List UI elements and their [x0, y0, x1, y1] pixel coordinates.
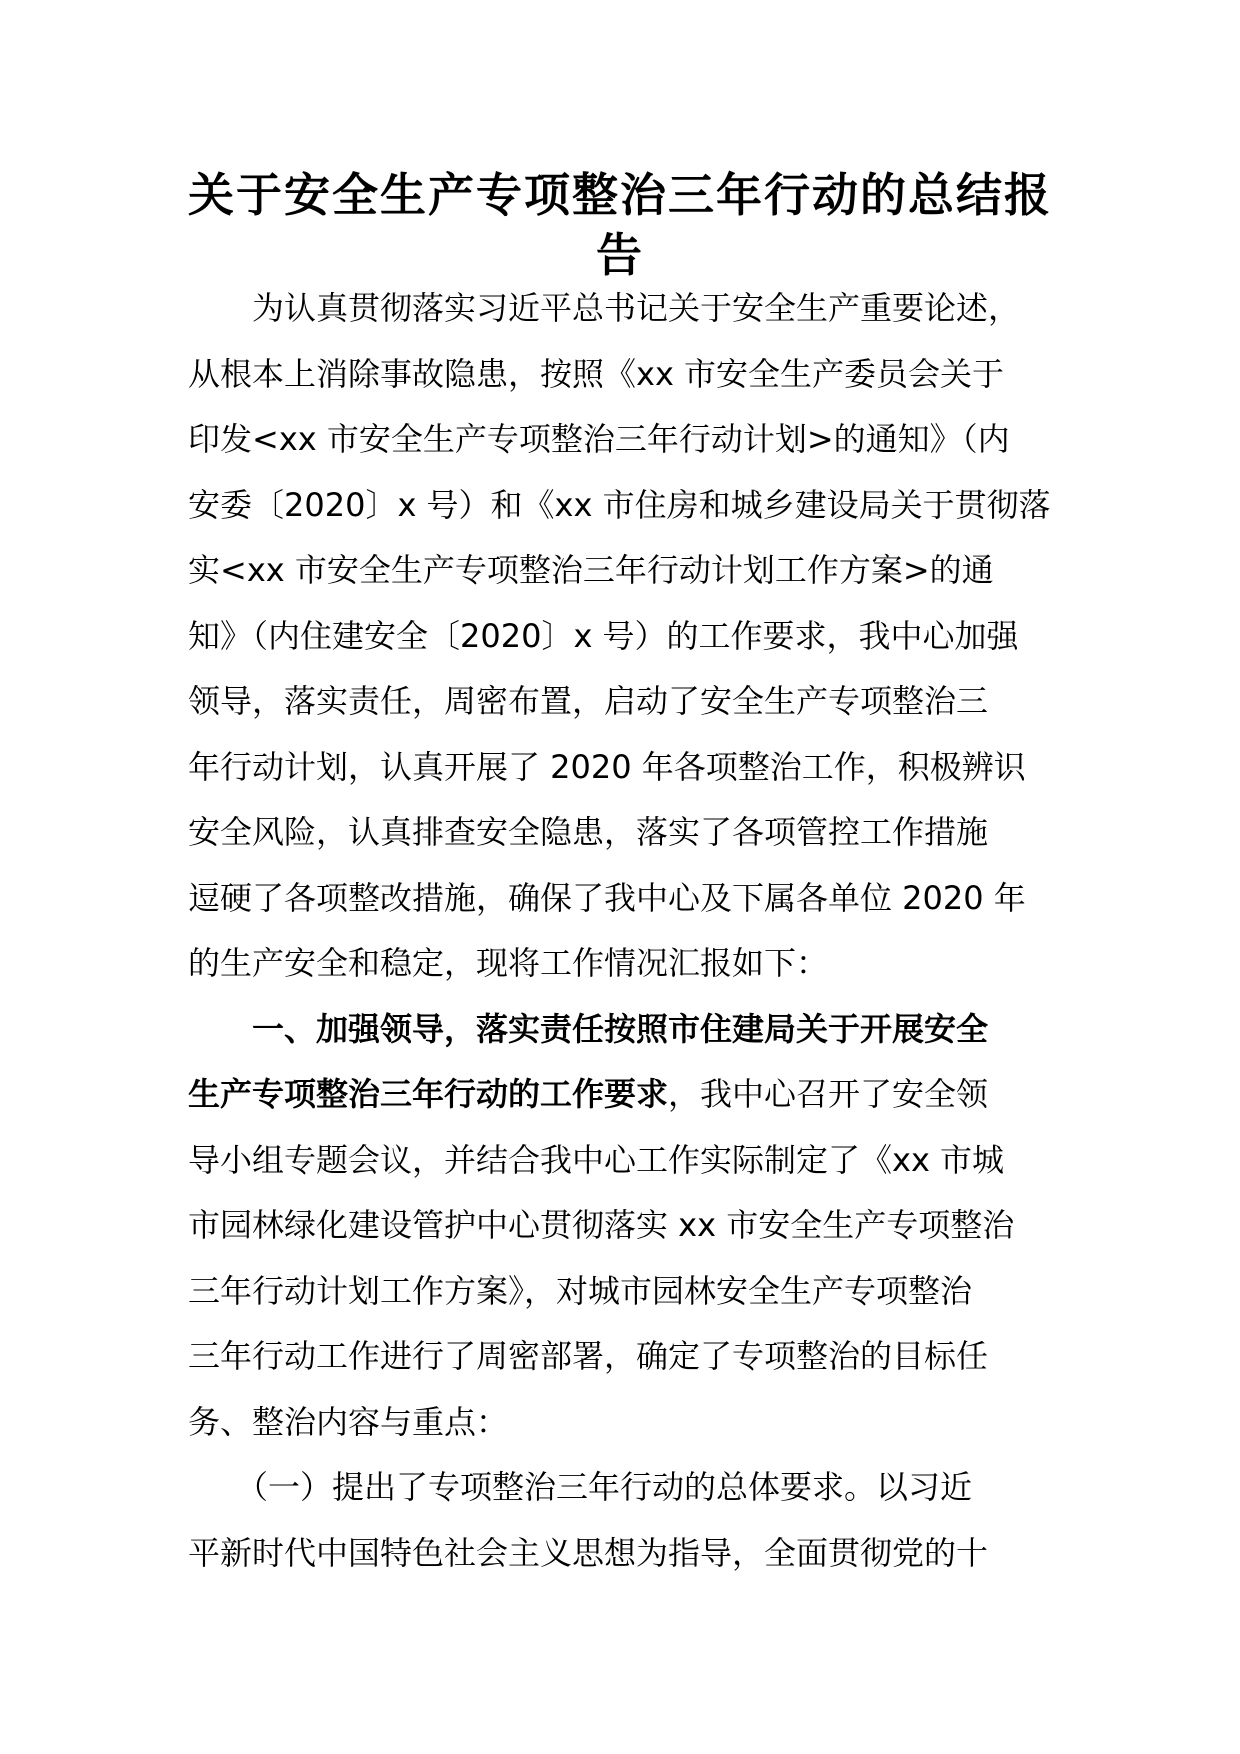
body-line [188, 1128, 1048, 1194]
body-line [188, 538, 1048, 604]
body-line [188, 800, 1048, 866]
body-line [188, 1324, 1048, 1390]
bold-heading-text: 一、加强领导，落实责任按照市住建局关于开展安全 [188, 1009, 989, 1048]
body-text-run: 领导，落实责任，周密布置，启动了安全生产专项整治三 [188, 682, 989, 720]
body-text-run: 年行动计划，认真开展了 2020 年各项整治工作，积极辨识 [188, 747, 1026, 786]
body-text-run: （一）提出了专项整治三年行动的总体要求。以习近 [188, 1468, 973, 1506]
body-line [188, 1193, 1048, 1259]
body-line [188, 473, 1051, 539]
body-line [188, 604, 1048, 670]
body-text-run: 的生产安全和稳定，现将工作情况汇报如下： [188, 944, 829, 982]
body-line [188, 1390, 1048, 1456]
body-text-run: 从根本上消除事故隐患，按照《xx 市安全生产委员会关于 [188, 354, 1005, 393]
body-line [188, 276, 1048, 342]
body-text-run: 安委〔2020〕x 号）和《xx 市住房和城乡建设局关于贯彻落 [188, 485, 1051, 524]
body-line [188, 342, 1048, 408]
body-line [188, 1062, 1048, 1128]
body-line [188, 1455, 1048, 1521]
body-text-run: 市园林绿化建设管护中心贯彻落实 xx 市安全生产专项整治 [188, 1206, 1015, 1244]
body-line [188, 1259, 1048, 1325]
body-text-run: 实<xx 市安全生产专项整治三年行动计划工作方案>的通 [188, 551, 994, 589]
title-line-2: 告 [596, 228, 644, 282]
body-line [188, 997, 1048, 1063]
body-text-run: 知》（内住建安全〔2020〕x 号）的工作要求，我中心加强 [188, 616, 1019, 655]
body-text-run: 印发<xx 市安全生产专项整治三年行动计划>的通知》（内 [188, 420, 1010, 458]
body-text-run: 导小组专题会议，并结合我中心工作实际制定了《xx 市城 [188, 1140, 1005, 1179]
body-text-run: 平新时代中国特色社会主义思想为指导，全面贯彻党的十 [188, 1533, 989, 1572]
title-line-1: 关于安全生产专项整治三年行动的总结报 [188, 168, 1052, 222]
body-text-run: ，我中心召开了安全领 [668, 1075, 989, 1113]
document-title [180, 165, 1060, 285]
body-text-run: 安全风险，认真排查安全隐患，落实了各项管控工作措施 [188, 813, 989, 851]
body-text-run: 三年行动工作进行了周密部署，确定了专项整治的目标任 [188, 1337, 989, 1375]
body-text-run: 三年行动计划工作方案》，对城市园林安全生产专项整治 [188, 1271, 973, 1310]
body-line [188, 407, 1048, 473]
bold-heading-text: 生产专项整治三年行动的工作要求 [188, 1075, 669, 1113]
body-line [188, 866, 1048, 932]
body-text-run: 逗硬了各项整改措施，确保了我中心及下属各单位 2020 年 [188, 878, 1026, 917]
body-line [188, 1521, 1048, 1587]
body-line [188, 931, 1048, 997]
body-text-run: 为认真贯彻落实习近平总书记关于安全生产重要论述， [188, 289, 1021, 327]
body-line [188, 735, 1048, 801]
body-text-run: 务、整治内容与重点： [188, 1402, 509, 1441]
document-body [188, 276, 1051, 1586]
body-line [188, 669, 1048, 735]
